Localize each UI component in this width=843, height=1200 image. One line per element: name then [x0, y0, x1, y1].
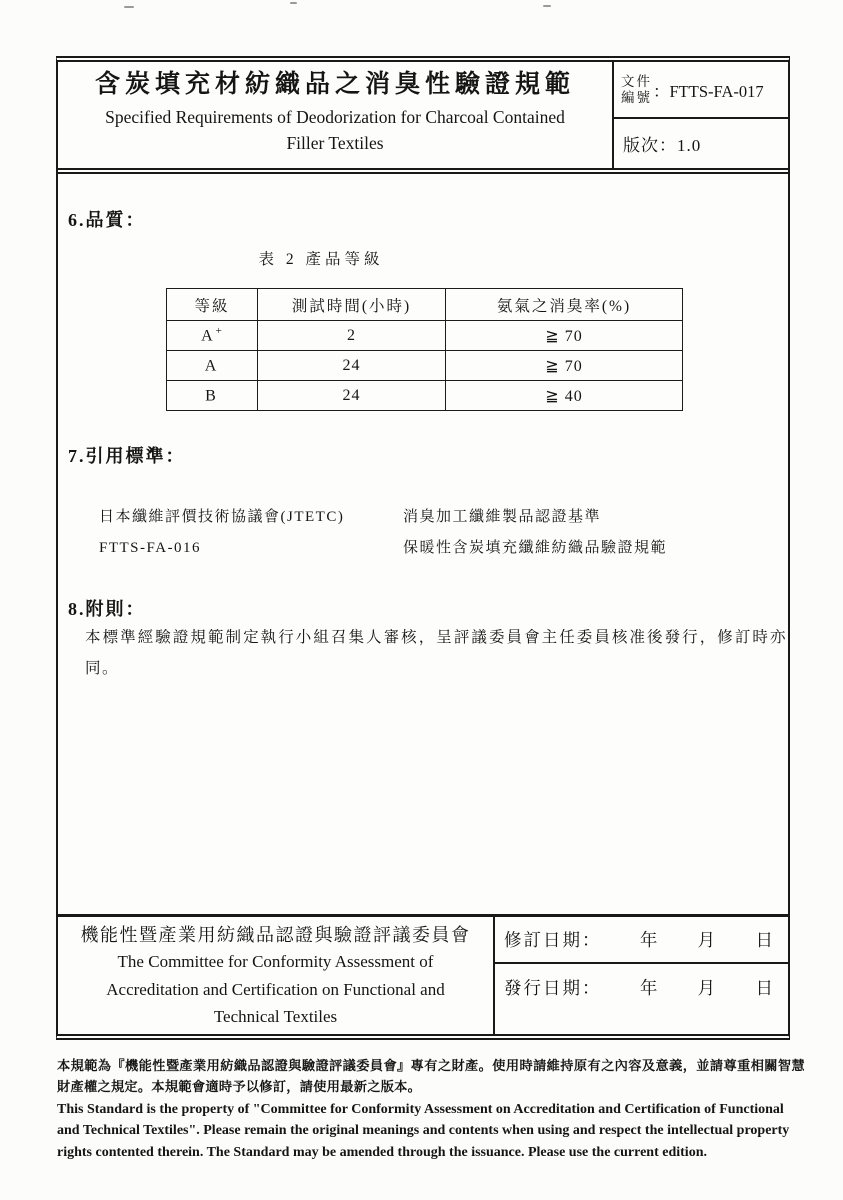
- committee-name-en-line1: The Committee for Conformity Assessment of: [117, 952, 434, 971]
- reference-title: 保暖性含炭填充纖維紡織品驗證規範: [403, 540, 668, 556]
- revision-date-row: [495, 917, 788, 964]
- table-row: [167, 381, 683, 411]
- table-row: [167, 351, 683, 381]
- version-value: ：1.0: [659, 136, 702, 155]
- document-sheet: [56, 56, 790, 1040]
- copyright-notice-en: This Standard is the property of "Committee for Conformity Assessment on Accreditation and Certification of Functional and Technical Textiles". Please remain the original meanings and contents when using and respect the intellectual property rights contented therein. The Standard may be amended through the issuance. Please use the current edition.: [57, 1102, 790, 1160]
- document-meta-cell: [614, 62, 788, 168]
- document-number-row: [614, 62, 788, 119]
- rate-cell: ≧ 40: [446, 381, 683, 411]
- grade-cell: [167, 351, 258, 381]
- version-label: 版次: [623, 136, 659, 155]
- day-placeholder: 日: [755, 930, 775, 950]
- col-header-grade: 等級: [167, 289, 258, 321]
- reference-item: [99, 536, 667, 557]
- col-header-deodorization-rate: 氨氣之消臭率(%): [446, 289, 683, 321]
- month-placeholder: 月: [697, 978, 718, 998]
- scan-speck: [543, 5, 551, 7]
- reference-title: 消臭加工纖維製品認證基準: [403, 509, 602, 525]
- document-title-zh: 含炭填充材紡織品之消臭性驗證規範: [94, 71, 575, 98]
- version-row: [614, 119, 788, 168]
- section7-heading: 7.引用標準：: [68, 446, 186, 466]
- committee-name-en-line2: Accreditation and Certification on Functional and: [106, 979, 445, 999]
- title-cell: [58, 62, 614, 168]
- rate-cell: ≧ 70: [446, 321, 683, 351]
- dates-cell: [495, 917, 788, 1034]
- table-header-row: [167, 289, 683, 321]
- day-placeholder: 日: [755, 978, 775, 998]
- grade-value: A: [201, 327, 214, 345]
- revision-date-label: 修訂日期：: [504, 930, 602, 950]
- section8-heading: 8.附則：: [68, 599, 146, 619]
- document-number-label: [621, 74, 652, 106]
- committee-name-en: [58, 948, 493, 1031]
- test-time-cell: 24: [258, 381, 446, 411]
- committee-name-en-line3: Technical Textiles: [213, 1007, 338, 1026]
- reference-source: 日本纖維評價技術協議會(JTETC): [99, 509, 345, 525]
- rate-cell: ≧ 70: [446, 351, 683, 381]
- reference-item: [99, 505, 601, 526]
- issue-date-label: 發行日期：: [504, 978, 602, 998]
- scan-speck: [124, 6, 134, 8]
- copyright-notice: [57, 1056, 805, 1163]
- document-number-label-bottom: 編號: [621, 89, 652, 105]
- issue-date-row: [495, 964, 788, 1034]
- committee-name-zh: 機能性暨產業用紡織品認證與驗證評議委員會: [80, 925, 471, 945]
- grade-cell: [167, 381, 258, 411]
- grade-cell: [167, 321, 258, 351]
- test-time-cell: 2: [258, 321, 446, 351]
- grade-superscript: +: [215, 325, 223, 338]
- reference-source: FTTS-FA-016: [99, 540, 202, 556]
- col-header-test-time: 測試時間(小時): [258, 289, 446, 321]
- document-number-label-top: 文件: [621, 73, 652, 89]
- product-grade-table: [166, 288, 683, 411]
- table2-caption: 表 2 產品等級: [258, 251, 384, 268]
- document-number-value: ：FTTS-FA-017: [653, 81, 764, 101]
- document-title-en: [58, 104, 612, 156]
- document-title-en-line2: Filler Textiles: [286, 133, 384, 153]
- test-time-cell: 24: [258, 351, 446, 381]
- footer-table: [58, 914, 788, 1034]
- copyright-notice-zh: 本規範為『機能性暨產業用紡織品認證與驗證評議委員會』專有之財產。使用時請維持原有之內容及意義，並請尊重相關智慧財產權之規定。本規範會適時予以修訂，請使用最新之版本。: [57, 1058, 805, 1094]
- year-placeholder: 年: [639, 978, 660, 998]
- table-row: [167, 321, 683, 351]
- year-placeholder: 年: [639, 930, 660, 950]
- grade-value: A: [204, 357, 218, 375]
- month-placeholder: 月: [697, 930, 718, 950]
- document-header: [58, 62, 788, 174]
- scan-speck: [290, 2, 297, 4]
- section8-body: 本標準經驗證規範制定執行小組召集人審核，呈評議委員會主任委員核准後發行，修訂時亦同。: [85, 629, 787, 677]
- section6-heading: 6.品質：: [68, 210, 146, 230]
- document-body: [58, 174, 788, 914]
- committee-cell: [58, 917, 495, 1034]
- grade-value: B: [205, 387, 217, 405]
- document-title-en-line1: Specified Requirements of Deodorization for Charcoal Contained: [105, 107, 565, 127]
